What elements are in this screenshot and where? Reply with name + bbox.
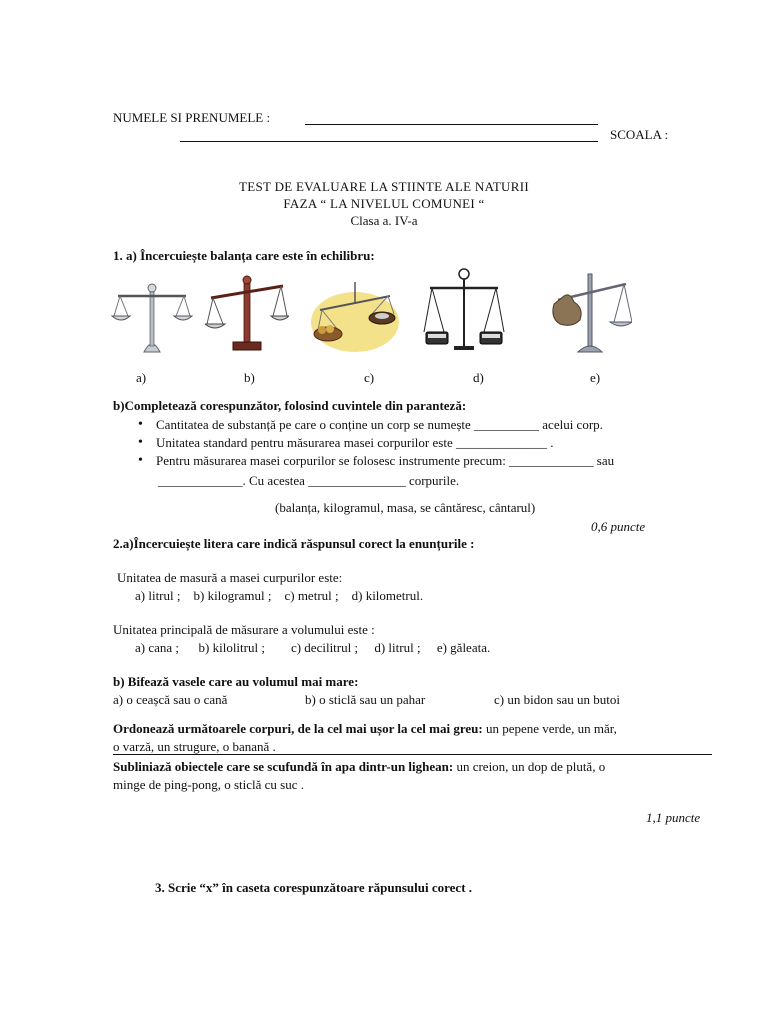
order-answer-line[interactable]	[113, 754, 712, 755]
order-task	[113, 721, 617, 737]
q2a-statement-2: Unitatea principală de măsurare a volumului este :	[113, 622, 375, 637]
option-a[interactable]: a)	[136, 370, 147, 385]
order-task-items: un pepene verde, un măr,	[482, 721, 617, 736]
q1b-list	[134, 416, 614, 470]
scale-d-image	[422, 266, 506, 356]
q1b-item-3-continued[interactable]: _____________. Cu acestea _______________ corpurile.	[158, 473, 460, 488]
test-phase: FAZA “ LA NIVELUL COMUNEI “	[283, 196, 485, 211]
scale-c-image	[308, 272, 402, 356]
option-d[interactable]: d)	[473, 370, 484, 385]
scale-b-image	[205, 272, 289, 356]
name-answer-line[interactable]	[305, 124, 598, 125]
points-label-1: 0,6 puncte	[591, 519, 646, 534]
points-label-2: 1,1 puncte	[646, 810, 701, 825]
name-label: NUMELE SI PRENUMELE :	[113, 110, 271, 125]
q1b-item-1[interactable]: • Cantitatea de substanță pe care o conține un corp se numește __________ acelui corp.	[134, 416, 614, 434]
scale-a-image	[110, 272, 194, 356]
option-c[interactable]: c)	[364, 370, 375, 385]
order-task-items-continued: o varză, un strugure, o banană .	[113, 739, 276, 754]
q1b-item-3[interactable]: • Pentru măsurarea masei corpurilor se folosesc instrumente precum: _____________ sau	[134, 452, 614, 470]
test-title: TEST DE EVALUARE LA STIINTE ALE NATURII	[239, 179, 529, 194]
underline-task-items[interactable]: un creion, un dop de plută, o	[453, 759, 606, 774]
q2a-statement-1: Unitatea de masură a masei curpurilor este:	[117, 570, 343, 585]
school-answer-line[interactable]	[180, 141, 598, 142]
q2b-option-a[interactable]: a) o ceașcă sau o cană	[113, 692, 228, 707]
q2a-statement-1-options[interactable]: a) litrul ; b) kilogramul ; c) metrul ; d) kilometrul.	[135, 588, 424, 603]
q2b-prompt: b) Bifează vasele care au volumul mai mare:	[113, 674, 359, 689]
q2b-option-b[interactable]: b) o sticlă sau un pahar	[305, 692, 426, 707]
underline-task	[113, 759, 605, 775]
q2a-prompt: 2.a)Încercuiește litera care indică răspunsul corect la enunțurile :	[113, 536, 475, 551]
q2a-statement-2-options[interactable]: a) cana ; b) kilolitrul ; c) decilitrul ; d) litrul ; e) găleata.	[135, 640, 491, 655]
scale-e-image	[548, 266, 632, 356]
q1a-prompt: 1. a) Încercuiește balanța care este în echilibru:	[113, 248, 375, 263]
order-task-instruction: Ordonează următoarele corpuri, de la cel mai ușor la cel mai greu:	[113, 721, 483, 736]
grade-label: Clasa a. IV-a	[350, 213, 418, 228]
q3-prompt: 3. Scrie “x” în caseta corespunzătoare răpunsului corect .	[155, 880, 473, 895]
underline-task-items-continued[interactable]: minge de ping-pong, o sticlă cu suc .	[113, 777, 304, 792]
q1b-prompt: b)Completează corespunzător, folosind cuvintele din paranteză:	[113, 398, 467, 413]
q1b-word-bank: (balanța, kilogramul, masa, se cântăresc, cântarul)	[275, 500, 536, 515]
q1b-item-2[interactable]: • Unitatea standard pentru măsurarea masei corpurilor este ______________ .	[134, 434, 614, 452]
school-label: SCOALA :	[610, 127, 669, 142]
option-b[interactable]: b)	[244, 370, 255, 385]
q2b-option-c[interactable]: c) un bidon sau un butoi	[494, 692, 621, 707]
option-e[interactable]: e)	[590, 370, 601, 385]
underline-task-instruction: Subliniază obiectele care se scufundă în apa dintr-un lighean:	[113, 759, 454, 774]
